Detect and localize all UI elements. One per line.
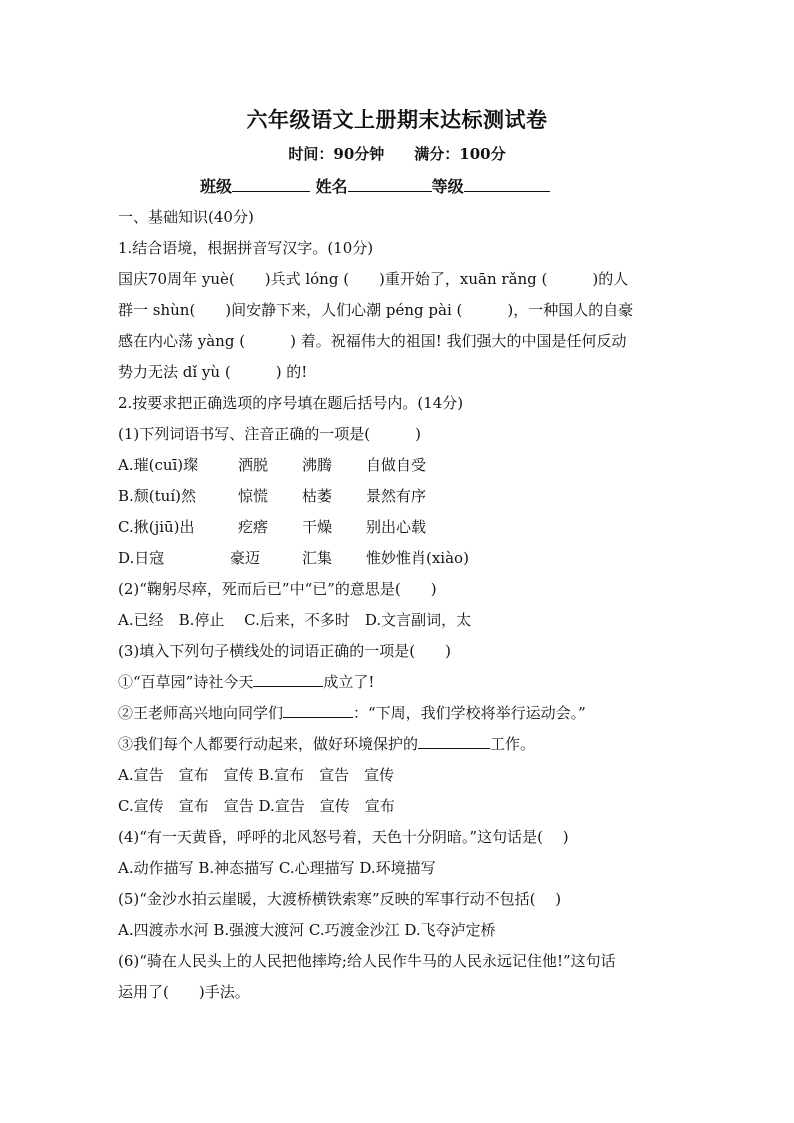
grade-blank[interactable] [464,175,550,192]
fill-blank[interactable] [253,669,323,687]
question-1-text-line: 群一 shùn( )间安静下来，人们心潮 péng pài ( )，一种国人的自豪 [118,301,634,319]
sub-question-1: (1)下列词语书写、注音正确的一项是( ) [118,425,421,443]
option-b: B.颓(tuí)然 惊慌 枯萎 景然有序 [118,487,427,505]
question-1-text-line: 国庆70周年 yuè( )兵式 lóng ( )重开始了，xuān rǎng ( )的人 [118,270,629,288]
option-d: D.日寇 豪迈 汇集 惟妙惟肖(xiào) [118,549,469,567]
sub-question-6: (6)“骑在人民头上的人民把他摔垮;给人民作牛马的人民永远记住他!”这句话 [118,952,616,970]
name-label: 姓名 [315,177,348,196]
exam-time: 时间：90分钟 [288,145,385,163]
sub-question-2-options: A.已经 B.停止 C.后来，不多时 D.文言副词，太 [118,611,472,629]
sub-question-3-options-ab: A.宣告 宣布 宣传 B.宣布 宣告 宣传 [118,766,395,784]
sub-question-5: (5)“金沙水拍云崖暖，大渡桥横铁索寒”反映的军事行动不包括( ) [118,890,562,908]
fill-blank[interactable] [283,700,353,718]
fill-sentence-1: ①“百草园”诗社今天 成立了! [118,667,678,698]
exam-content [118,202,678,1008]
class-label: 班级 [200,177,233,196]
fill-sentence-3: ③我们每个人都要行动起来，做好环境保护的 工作。 [118,729,678,760]
exam-meta [0,143,794,164]
exam-score: 满分：100分 [414,145,506,163]
sub-question-3-options-cd: C.宣传 宣布 宣告 D.宣告 宣传 宣布 [118,797,395,815]
sub-question-4-options: A.动作描写 B.神态描写 C.心理描写 D.环境描写 [118,859,436,877]
name-blank[interactable] [348,175,432,192]
fill-blank[interactable] [418,731,490,749]
option-a: A.璀(cuī)璨 洒脱 沸腾 自做自受 [118,456,427,474]
class-blank[interactable] [232,175,310,192]
option-c: C.揪(jiū)出 疙瘩 干燥 别出心载 [118,518,427,536]
exam-title: 六年级语文上册期末达标测试卷 [246,107,548,132]
section-heading: 一、基础知识(40分) [118,208,254,226]
question-1-heading: 1.结合语境，根据拼音写汉字。(10分) [118,239,374,257]
question-1-text-line: 势力无法 dǐ yù ( ) 的! [118,363,308,381]
question-2-heading: 2.按要求把正确选项的序号填在题后括号内。(14分) [118,394,464,412]
student-info-line [200,174,550,197]
question-1-text-line: 感在内心荡 yàng ( ) 着。祝福伟大的祖国! 我们强大的中国是任何反动 [118,332,627,350]
sub-question-3: (3)填入下列句子横线处的词语正确的一项是( ) [118,642,451,660]
sub-question-4: (4)“有一天黄昏，呼呼的北风怒号着，天色十分阴暗。”这句话是( ) [118,828,569,846]
grade-label: 等级 [431,177,464,196]
sub-question-5-options: A.四渡赤水河 B.强渡大渡河 C.巧渡金沙江 D.飞夺泸定桥 [118,921,496,939]
fill-sentence-2: ②王老师高兴地向同学们 ：“下周，我们学校将举行运动会。” [118,698,678,729]
sub-question-2: (2)“鞠躬尽瘁，死而后已”中“已”的意思是( ) [118,580,437,598]
sub-question-6-continued: 运用了( )手法。 [118,983,250,1001]
